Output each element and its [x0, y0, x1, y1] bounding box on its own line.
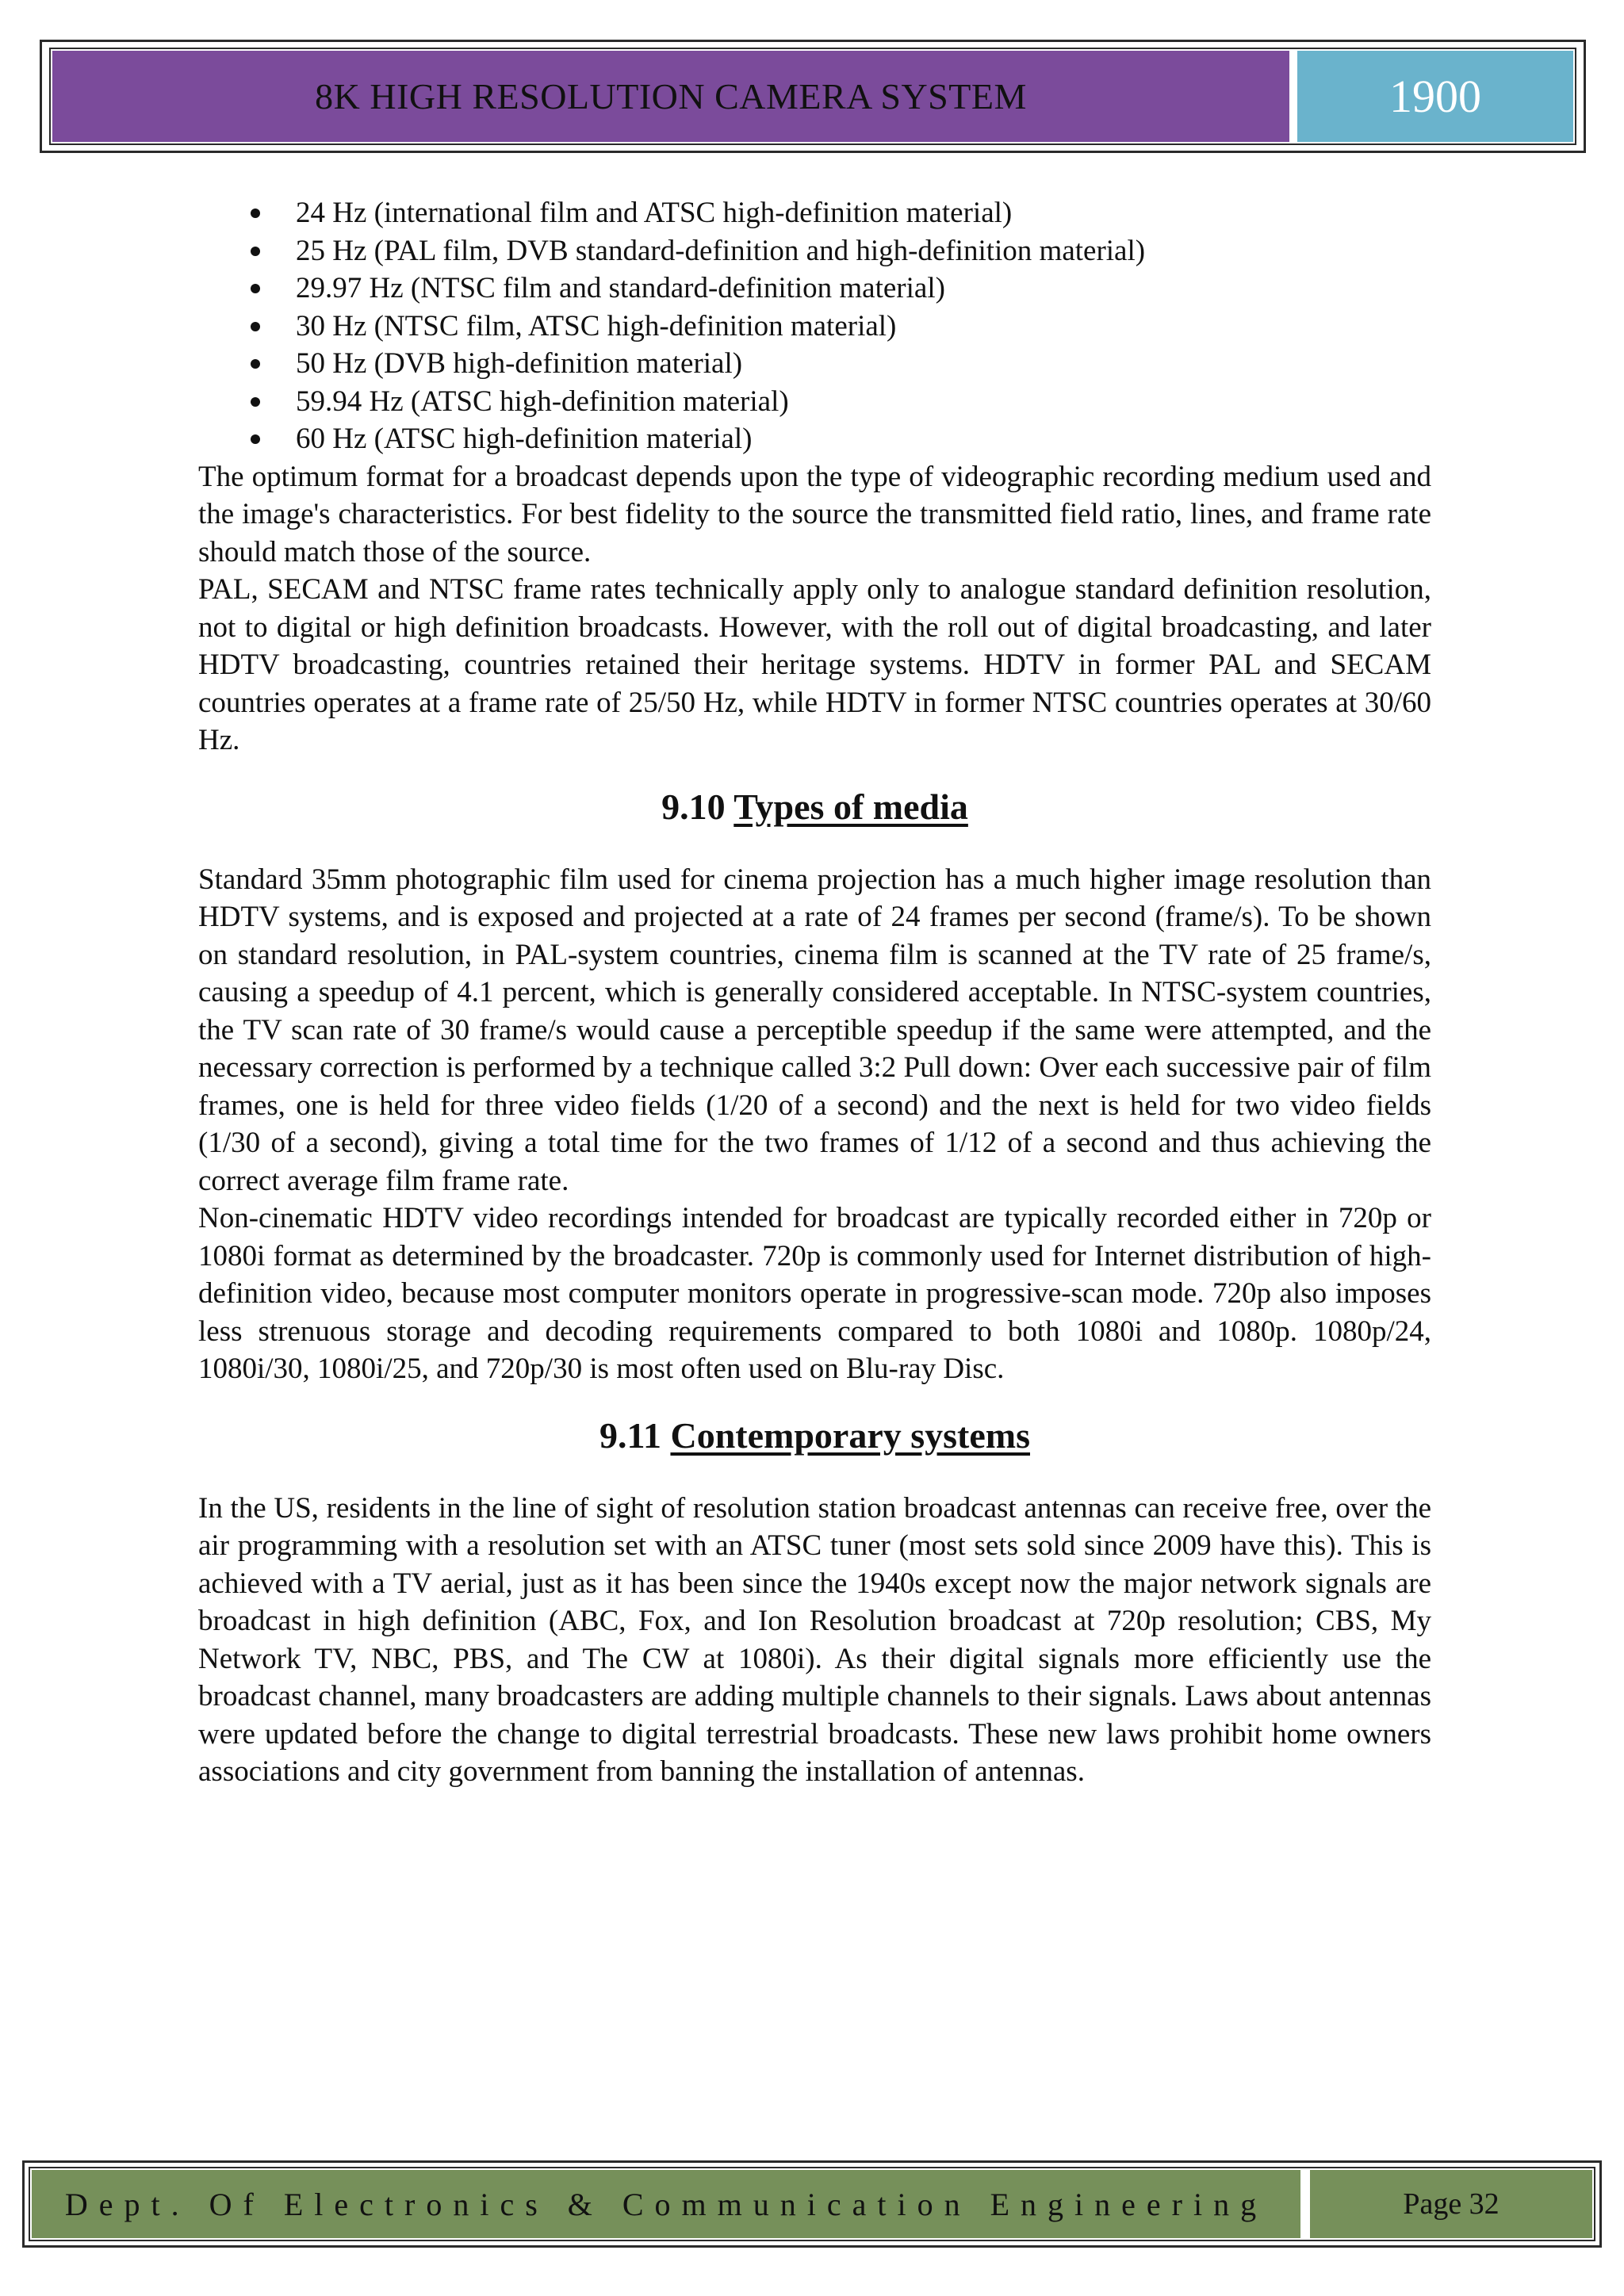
- footer-page-label: Page 32: [1310, 2170, 1592, 2238]
- list-item: 50 Hz (DVB high-definition material): [198, 345, 1431, 383]
- header-page-number: 1900: [1297, 51, 1573, 142]
- section-number: 9.11: [599, 1414, 661, 1456]
- section-number: 9.10: [661, 786, 726, 827]
- section-heading-types-of-media: [198, 783, 1431, 831]
- frame-rate-list: [198, 194, 1431, 458]
- list-item: 29.97 Hz (NTSC film and standard-definition material): [198, 270, 1431, 308]
- page-content: [198, 194, 1431, 1791]
- section-title: Types of media: [733, 786, 968, 827]
- paragraph-frame-rates: PAL, SECAM and NTSC frame rates technically apply only to analogue standard definition resolution, not to digital or high definition broadcasts. However, with the roll out of digital broadcasting, and later HDTV broadcasting, countries retained their heritage systems. HDTV in former PAL and SECAM countries operates at a frame rate of 25/50 Hz, while HDTV in former NTSC countries operates at 30/60 Hz.: [198, 573, 1431, 756]
- section-title: Contemporary systems: [670, 1414, 1030, 1456]
- list-item: 24 Hz (international film and ATSC high-definition material): [198, 194, 1431, 232]
- list-item: 59.94 Hz (ATSC high-definition material): [198, 383, 1431, 421]
- list-item: 30 Hz (NTSC film, ATSC high-definition material): [198, 308, 1431, 346]
- section-heading-contemporary-systems: [198, 1412, 1431, 1460]
- paragraph-film: Standard 35mm photographic film used for cinema projection has a much higher image resolution than HDTV systems, and is exposed and projected at a rate of 24 frames per second (frame/s). To be shown on standard resolution, in PAL-system countries, cinema film is scanned at the TV rate of 25 frame/s, causing a speedup of 4.1 percent, which is generally considered acceptable. In NTSC-system countries, the TV scan rate of 30 frame/s would cause a perceptible speedup if the same were attempted, and the necessary correction is performed by a technique called 3:2 Pull down: Over each successive pair of film frames, one is held for three video fields (1/20 of a second) and the next is held for two video fields (1/30 of a second), giving a total time for the two frames of 1/12 of a second and thus achieving the correct average film frame rate.: [198, 863, 1431, 1197]
- list-item: 25 Hz (PAL film, DVB standard-definition and high-definition material): [198, 232, 1431, 270]
- paragraph-hdtv-recordings: Non-cinematic HDTV video recordings intended for broadcast are typically recorded either in 720p or 1080i format as determined by the broadcaster. 720p is commonly used for Internet distribution of high-definition video, because most computer monitors operate in progressive-scan mode. 720p also imposes less strenuous storage and decoding requirements compared to both 1080i and 1080p. 1080p/24, 1080i/30, 1080i/25, and 720p/30 is most often used on Blu-ray Disc.: [198, 1202, 1431, 1385]
- list-item: 60 Hz (ATSC high-definition material): [198, 420, 1431, 458]
- paragraph-us-broadcast: In the US, residents in the line of sight of resolution station broadcast antennas can receive free, over the air programming with a resolution set with an ATSC tuner (most sets sold since 2009 have this). This is achieved with a TV aerial, just as it has been since the 1940s except now the major network signals are broadcast in high definition (ABC, Fox, and Ion Resolution broadcast at 720p resolution; CBS, My Network TV, NBC, PBS, and The CW at 1080i). As their digital signals more efficiently use the broadcast channel, many broadcasters are adding multiple channels to their signals. Laws about antennas were updated before the change to digital terrestrial broadcasts. These new laws prohibit home owners associations and city government from banning the installation of antennas.: [198, 1491, 1431, 1788]
- paragraph-optimum-format: The optimum format for a broadcast depends upon the type of videographic recording medium used and the image's characteristics. For best fidelity to the source the transmitted field ratio, lines, and frame rate should match those of the source.: [198, 460, 1431, 568]
- header-title: 8K HIGH RESOLUTION CAMERA SYSTEM: [52, 51, 1289, 142]
- footer-department: Dept. Of Electronics & Communication Engineering: [32, 2170, 1300, 2238]
